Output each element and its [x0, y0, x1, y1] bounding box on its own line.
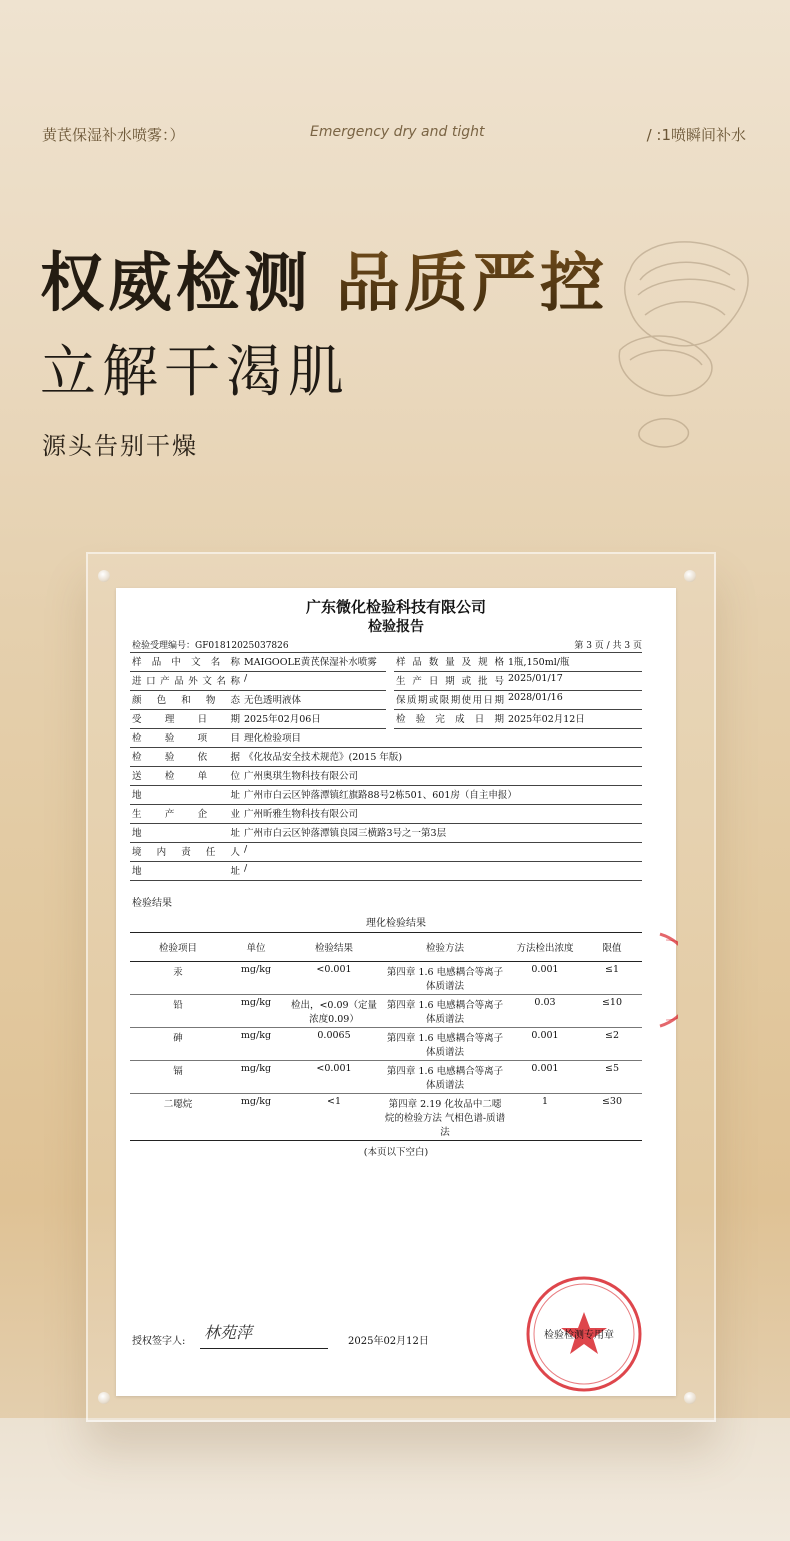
table-cell: ≤5 — [582, 1061, 642, 1094]
table-row — [130, 1094, 642, 1141]
info-label: 样品数量及规格 — [394, 653, 506, 672]
table-cell: 0.0065 — [286, 1028, 382, 1061]
header-center-text: Emergency dry and tight — [310, 124, 485, 140]
header-strip — [0, 124, 790, 148]
table-cell: 第四章 2.19 化妆品中二噁烷的检验方法 气相色谱-质谱法 — [382, 1094, 508, 1141]
sign-date: 2025年02月12日 — [348, 1336, 429, 1347]
info-row — [130, 843, 642, 862]
info-value: 广州昕雅生物科技有限公司 — [242, 805, 642, 824]
info-row — [130, 786, 642, 805]
info-value: 理化检验项目 — [242, 729, 642, 748]
table-cell: <1 — [286, 1094, 382, 1141]
stamp-label: 检验检测专用章 — [544, 1330, 614, 1341]
table-row — [130, 995, 642, 1028]
table-cell: 1 — [508, 1094, 582, 1141]
table-cell: ≤2 — [582, 1028, 642, 1061]
table-cell: 0.001 — [508, 1061, 582, 1094]
info-row — [130, 767, 642, 786]
table-cell: mg/kg — [226, 1094, 286, 1141]
info-row — [130, 862, 642, 881]
table-cell: ≤10 — [582, 995, 642, 1028]
table-cell: 铅 — [130, 995, 226, 1028]
column-header: 检验方法 — [382, 933, 508, 962]
column-header: 方法检出浓度 — [508, 933, 582, 962]
table-cell: 砷 — [130, 1028, 226, 1061]
info-label: 地址 — [130, 786, 242, 805]
info-label: 检验项目 — [130, 729, 242, 748]
table-cell: 二噁烷 — [130, 1094, 226, 1141]
info-value: 2025年02月12日 — [506, 710, 642, 729]
ganoderma-illustration — [610, 230, 760, 460]
table-cell: 0.001 — [508, 1028, 582, 1061]
info-label: 受理日期 — [130, 710, 242, 729]
info-row — [130, 691, 642, 710]
table-cell: 第四章 1.6 电感耦合等离子体质谱法 — [382, 1061, 508, 1094]
info-label: 送检单位 — [130, 767, 242, 786]
screw-icon — [684, 1392, 696, 1404]
subheadline: 源头告别干燥 — [42, 432, 198, 460]
table-cell: mg/kg — [226, 962, 286, 995]
info-value: 广州市白云区钟落潭镇良园三横路3号之一第3层 — [242, 824, 642, 843]
info-value: MAIGOOLE黄芪保湿补水喷雾 — [242, 653, 386, 672]
info-label: 样品中文名称 — [130, 653, 242, 672]
table-cell: 汞 — [130, 962, 226, 995]
column-header: 检验结果 — [286, 933, 382, 962]
info-value: / — [242, 862, 642, 881]
info-value: 2025/01/17 — [506, 672, 642, 691]
info-row — [130, 653, 642, 672]
info-value: 2025年02月06日 — [242, 710, 386, 729]
signature-line — [200, 1348, 328, 1349]
headline-part-b: 品质严控 — [336, 247, 608, 321]
table-cell: 0.001 — [508, 962, 582, 995]
inspection-report — [116, 588, 676, 1396]
table-cell: 第四章 1.6 电感耦合等离子体质谱法 — [382, 1028, 508, 1061]
info-label: 地址 — [130, 862, 242, 881]
table-row — [130, 1061, 642, 1094]
display-stand — [0, 1418, 790, 1541]
info-value: 广州奥琪生物科技有限公司 — [242, 767, 642, 786]
results-table — [130, 932, 642, 1141]
info-row — [130, 729, 642, 748]
table-cell: 镉 — [130, 1061, 226, 1094]
headline-secondary: 立解干渴肌 — [40, 340, 350, 405]
headline-part-a: 权威检测 — [40, 247, 312, 321]
report-accept-number: 检验受理编号：GF01812025037826 — [132, 641, 289, 651]
results-subsection-title: 理化检验结果 — [366, 918, 426, 929]
blank-note: (本页以下空白) — [363, 1147, 429, 1158]
signature: 林苑萍 — [204, 1323, 253, 1342]
column-header: 检验项目 — [130, 933, 226, 962]
info-value: 2028/01/16 — [506, 691, 642, 710]
column-header: 限值 — [582, 933, 642, 962]
info-label: 进口产品外文名称 — [130, 672, 242, 691]
info-value: / — [242, 843, 642, 862]
info-row — [130, 672, 642, 691]
info-value: / — [242, 672, 386, 691]
table-cell: 0.03 — [508, 995, 582, 1028]
info-row — [130, 824, 642, 843]
table-cell: <0.001 — [286, 962, 382, 995]
results-section-title: 检验结果 — [132, 898, 172, 909]
sample-info-table — [130, 652, 642, 881]
table-row — [130, 962, 642, 995]
info-value: 1瓶,150ml/瓶 — [506, 653, 642, 672]
info-row — [130, 748, 642, 767]
table-cell: 检出，<0.09（定量浓度0.09） — [286, 995, 382, 1028]
table-cell: mg/kg — [226, 995, 286, 1028]
partial-seal-icon — [648, 930, 678, 1030]
header-left-text: 黄芪保湿补水喷雾：） — [42, 126, 185, 144]
info-label: 检验依据 — [130, 748, 242, 767]
table-cell: ≤1 — [582, 962, 642, 995]
table-cell: 第四章 1.6 电感耦合等离子体质谱法 — [382, 962, 508, 995]
report-title: 检验报告 — [368, 619, 424, 635]
table-cell: mg/kg — [226, 1028, 286, 1061]
table-row — [130, 1028, 642, 1061]
header-right-text: / :1喷瞬间补水 — [646, 126, 746, 144]
results-header-row — [130, 933, 642, 962]
info-label: 保质期或限期使用日期 — [394, 691, 506, 710]
screw-icon — [98, 570, 110, 582]
info-label: 生产日期或批号 — [394, 672, 506, 691]
info-label: 地址 — [130, 824, 242, 843]
screw-icon — [98, 1392, 110, 1404]
info-value: 《化妆品安全技术规范》(2015 年版) — [242, 748, 642, 767]
report-company: 广东微化检验科技有限公司 — [305, 598, 486, 616]
table-cell: 第四章 1.6 电感耦合等离子体质谱法 — [382, 995, 508, 1028]
info-label: 境内责任人 — [130, 843, 242, 862]
column-header: 单位 — [226, 933, 286, 962]
info-label: 颜色和物态 — [130, 691, 242, 710]
info-row — [130, 805, 642, 824]
info-label: 检验完成日期 — [394, 710, 506, 729]
table-cell: <0.001 — [286, 1061, 382, 1094]
info-value: 广州市白云区钟落潭镇红旗路88号2栋501、601房（自主申报） — [242, 786, 642, 805]
info-label: 生产企业 — [130, 805, 242, 824]
info-row — [130, 710, 642, 729]
info-value: 无色透明液体 — [242, 691, 386, 710]
report-page-number: 第 3 页 / 共 3 页 — [574, 641, 642, 651]
table-cell: ≤30 — [582, 1094, 642, 1141]
table-cell: mg/kg — [226, 1061, 286, 1094]
screw-icon — [684, 570, 696, 582]
headline-primary — [40, 232, 608, 324]
signatory-label: 授权签字人: — [132, 1336, 186, 1347]
